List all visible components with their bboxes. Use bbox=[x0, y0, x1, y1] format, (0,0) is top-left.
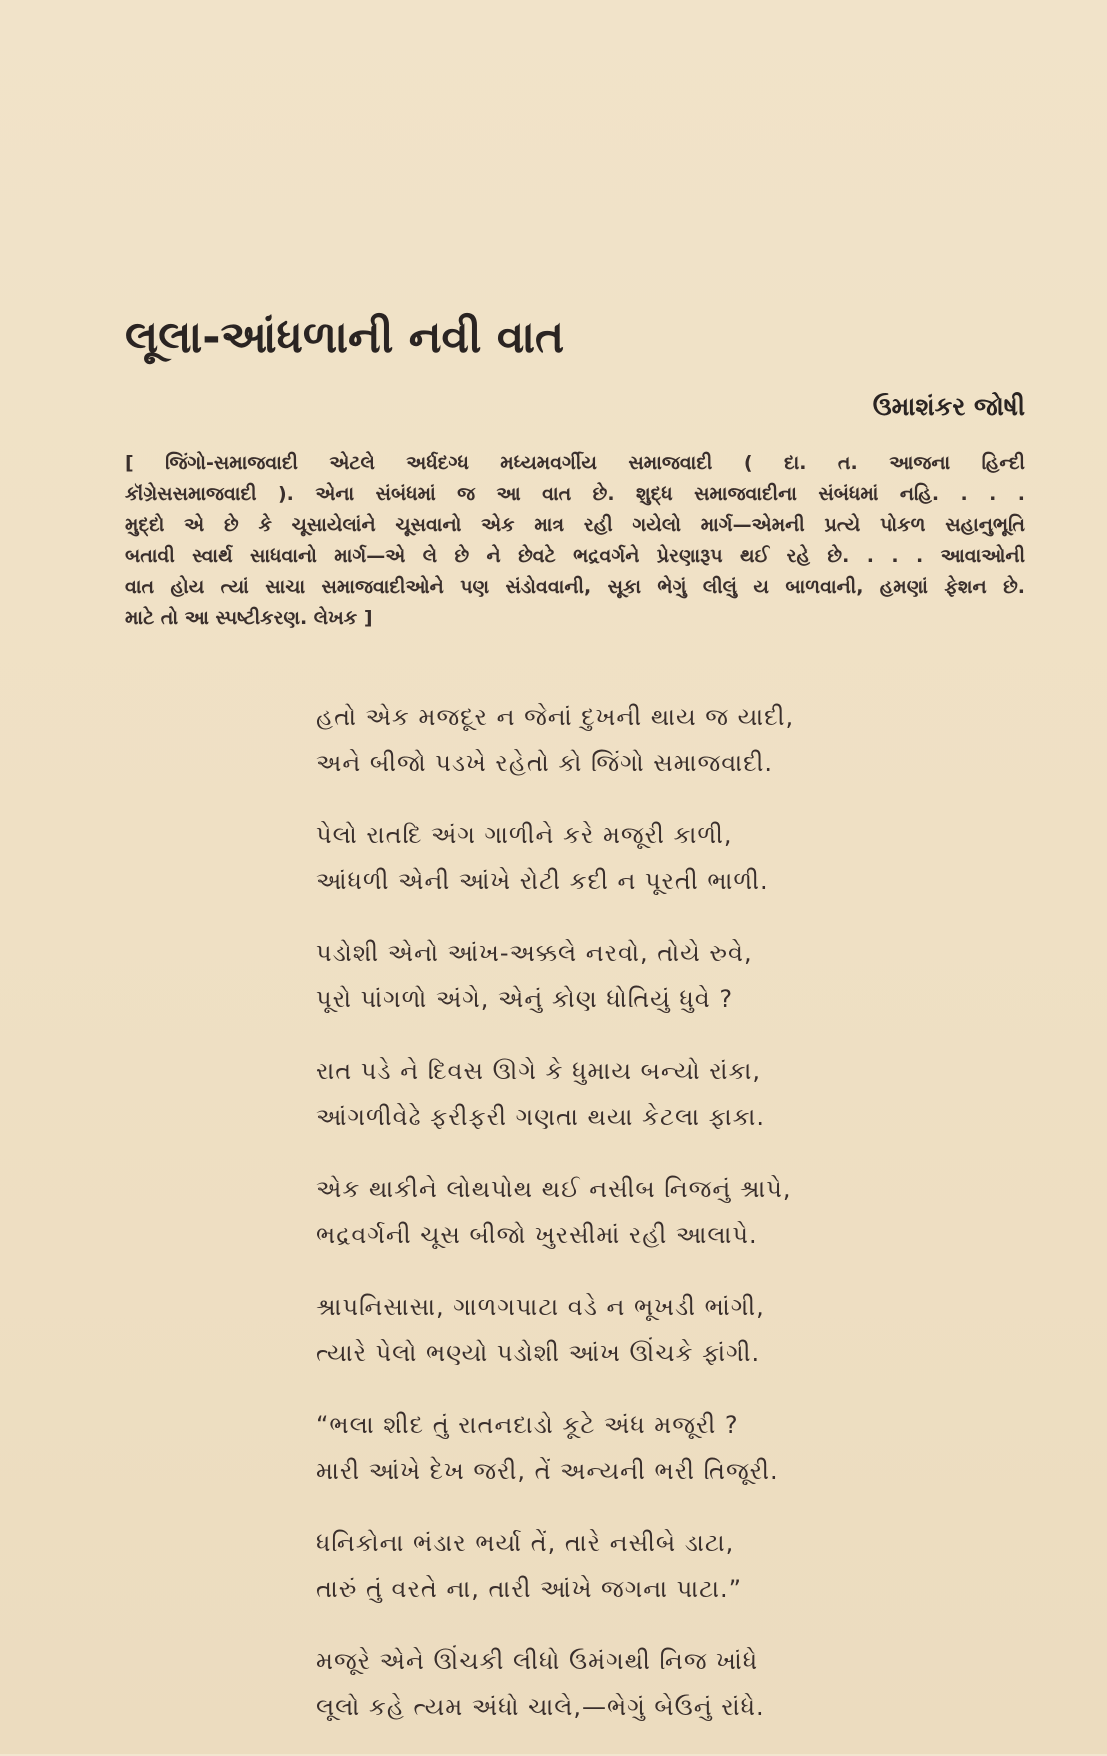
intro-line: બતાવી સ્વાર્થ સાધવાનો માર્ગ—એ લે છે ને છેવટે ભદ્રવર્ગને પ્રેરણારૂપ થઈ રહે છે. . . . આવાઓની bbox=[125, 545, 1025, 567]
stanza bbox=[316, 1048, 1056, 1140]
verse-line: મજૂરે એને ઊંચકી લીધો ઉમંગથી નિજ ખાંધે bbox=[316, 1647, 759, 1675]
verse-line: અને બીજો પડખે રહેતો કો જિંગો સમાજવાદી. bbox=[316, 749, 773, 777]
verse-line: આંધળી એની આંખે રોટી કદી ન પૂરતી ભાળી. bbox=[316, 867, 769, 895]
verse-line: પેલો રાતદિ અંગ ગાળીને કરે મજૂરી કાળી, bbox=[316, 821, 733, 849]
verse-line: રાત પડે ને દિવસ ઊગે કે ધુમાય બન્યો રાંકા, bbox=[316, 1057, 761, 1085]
stanza bbox=[316, 1402, 1056, 1494]
stanza bbox=[316, 930, 1056, 1022]
verse-line: શ્રાપનિસાસા, ગાળગપાટા વડે ન ભૂખડી ભાંગી, bbox=[316, 1293, 765, 1321]
intro-line: કૉંગ્રેસસમાજવાદી ). એના સંબંધમાં જ આ વાત છે. શુદ્ધ સમાજવાદીના સંબંધમાં નહિ. . . . bbox=[125, 483, 1025, 505]
verse-line: હતો એક મજદૂર ન જેનાં દુખની થાય જ યાદી, bbox=[316, 703, 795, 731]
intro-note bbox=[125, 448, 1025, 634]
intro-line: વાત હોય ત્યાં સાચા સમાજવાદીઓને પણ સંડોવવાની, સૂકા ભેગું લીલું ય બાળવાની, હમણાં ફેશન છે. bbox=[125, 576, 1025, 598]
verse-line: એક થાકીને લોથપોથ થઈ નસીબ નિજનું શ્રાપે, bbox=[316, 1175, 792, 1203]
verse-line: આંગળીવેઢે ફરીફરી ગણતા થયા કેટલા ફાકા. bbox=[316, 1103, 766, 1131]
verse-line: ભદ્રવર્ગની ચૂસ બીજો ખુરસીમાં રહી આલાપે. bbox=[316, 1221, 758, 1249]
verse-line: તારું તું વરતે ના, તારી આંખે જગના પાટા.” bbox=[316, 1575, 743, 1603]
verse-line: ધનિકોના ભંડાર ભર્યા તેં, તારે નસીબે ડાટા, bbox=[316, 1529, 735, 1557]
stanza bbox=[316, 1638, 1056, 1730]
verse-line: “ભલા શીદ તું રાતનદાડો કૂટે અંધ મજૂરી ? bbox=[316, 1411, 739, 1439]
intro-line: માટે તો આ સ્પષ્ટીકરણ. લેખક ] bbox=[125, 607, 373, 629]
intro-line: મુદ્દો એ છે કે ચૂસાયેલાંને ચૂસવાનો એક માત્ર રહી ગયેલો માર્ગ—એમની પ્રત્યે પોકળ સહાનુભૂતિ bbox=[125, 514, 1025, 536]
verse-line: મારી આંખે દેખ જરી, તેં અન્યની ભરી તિજૂરી. bbox=[316, 1457, 779, 1485]
verse-line: લૂલો કહે ત્યમ અંધો ચાલે,—ભેગું બેઉનું રાંધે. bbox=[316, 1693, 765, 1721]
verse-line: પૂરો પાંગળો અંગે, એનું કોણ ધોતિયું ધુવે ? bbox=[316, 985, 734, 1013]
poem-body bbox=[316, 694, 1056, 1756]
verse-line: ત્યારે પેલો ભણ્યો પડોશી આંખ ઊંચકે ફાંગી. bbox=[316, 1339, 761, 1367]
stanza bbox=[316, 1166, 1056, 1258]
stanza bbox=[316, 812, 1056, 904]
stanza bbox=[316, 694, 1056, 786]
intro-line: [ જિંગો-સમાજવાદી એટલે અર્ધદગ્ધ મધ્યમવર્ગીય સમાજવાદી ( દા. ત. આજના હિન્દી bbox=[125, 452, 1025, 474]
stanza bbox=[316, 1284, 1056, 1376]
poem-title: લૂલા-આંધળાની નવી વાત bbox=[125, 312, 565, 363]
author-name: ઉમાશંકર જોષી bbox=[872, 392, 1025, 421]
verse-line: પડોશી એનો આંખ-અક્કલે નરવો, તોયે રુવે, bbox=[316, 939, 753, 967]
stanza bbox=[316, 1520, 1056, 1612]
